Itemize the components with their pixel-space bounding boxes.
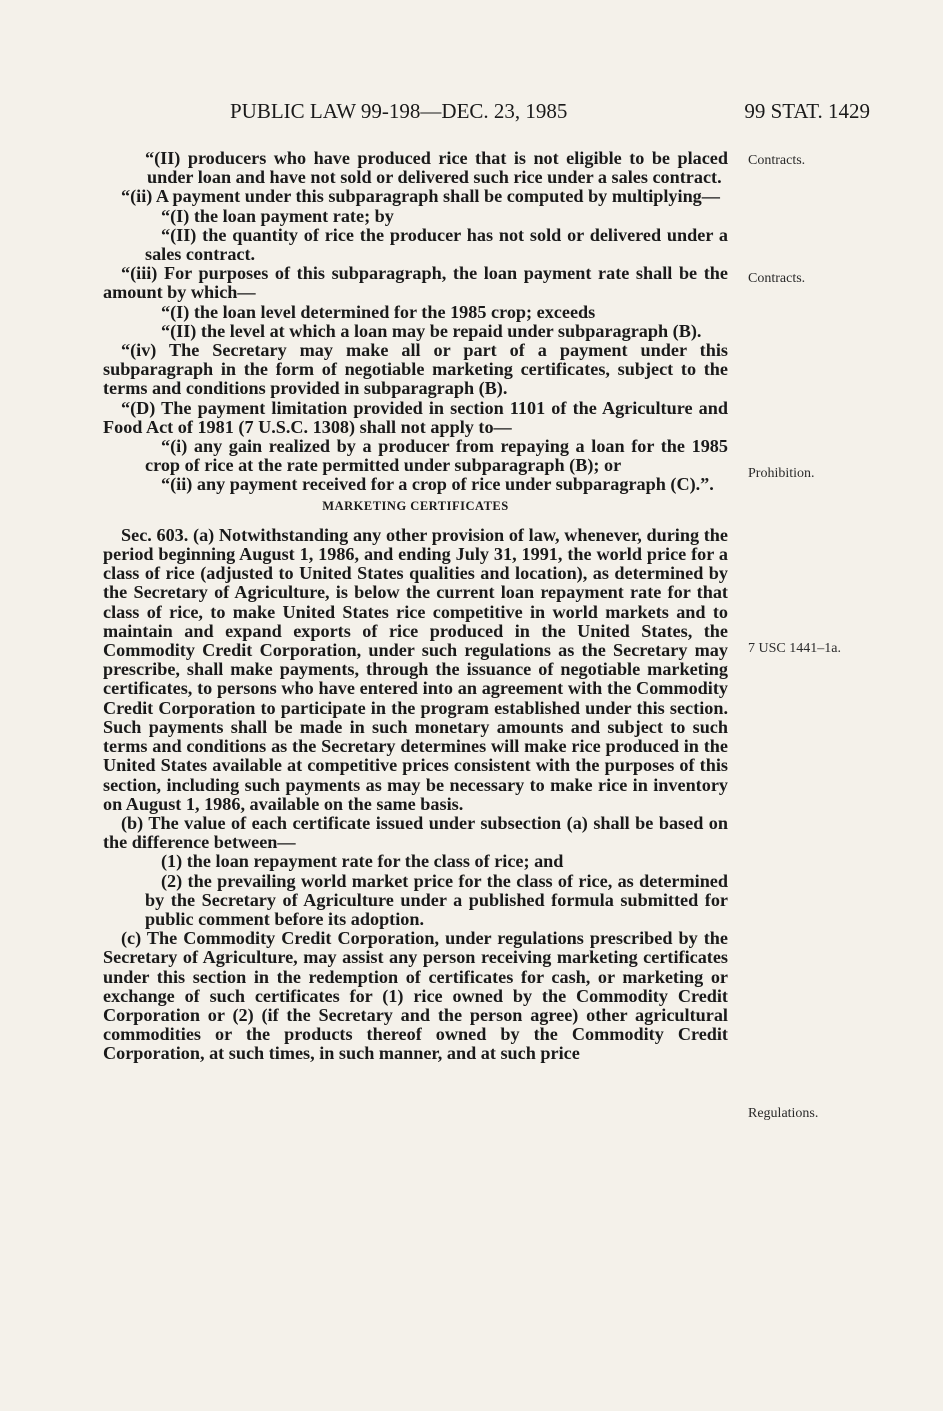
clause-paragraph: “(iv) The Secretary may make all or part of a payment under this subparagraph in the form of negotiable marketing certificates, subject to the terms and conditions provided in subparagraph (B). bbox=[103, 340, 728, 399]
section-paragraph: (b) The value of each certificate issued under subsection (a) shall be based on the difference between— bbox=[103, 812, 728, 853]
clause-paragraph: “(II) producers who have produced rice that is not eligible to be placed under loan and have not sold or delivered such rice under a sales contract. bbox=[145, 148, 728, 188]
clause-paragraph: “(D) The payment limitation provided in section 1101 of the Agriculture and Food Act of 1981 (7 U.S.C. 1308) shall not apply to— bbox=[103, 397, 728, 437]
section-paragraph: (1) the loan repayment rate for the class of rice; and bbox=[161, 851, 564, 872]
page-header bbox=[100, 99, 870, 125]
section-heading: MARKETING CERTIFICATES bbox=[322, 498, 509, 513]
clause-paragraph: “(I) the loan payment rate; by bbox=[161, 205, 394, 226]
margin-note: Regulations. bbox=[748, 1106, 819, 1121]
clause-paragraph: “(iii) For purposes of this subparagraph, the loan payment rate shall be the amount by which— bbox=[103, 263, 728, 303]
clause-paragraph: “(II) the level at which a loan may be repaid under subparagraph (B). bbox=[161, 320, 702, 341]
clause-paragraph: “(II) the quantity of rice the producer has not sold or delivered under a sales contract. bbox=[145, 224, 728, 265]
clause-paragraph: “(ii) A payment under this subparagraph shall be computed by multiplying— bbox=[121, 186, 720, 207]
clause-paragraph: “(ii) any payment received for a crop of rice under subparagraph (C).”. bbox=[161, 474, 714, 495]
margin-note: Prohibition. bbox=[748, 466, 815, 481]
header-title: PUBLIC LAW 99-198—DEC. 23, 1985 bbox=[230, 99, 568, 123]
margin-note: 7 USC 1441–1a. bbox=[748, 641, 841, 656]
section-paragraph: (c) The Commodity Credit Corporation, under regulations prescribed by the Secretary of Agriculture, may assist any person receiving marketing certificates under this section in the redemption of certificates for cash, or marketing or exchange of such certificates for (1) rice owned by the Commodity Credit Corporation or (2) (if the Secretary and the person agree) other agricultural commodities or the products thereof owned by the Commodity Credit Corporation, at such times, in such manner, and at such price bbox=[103, 928, 728, 1064]
margin-note: Contracts. bbox=[748, 153, 806, 168]
statute-body bbox=[103, 149, 728, 1064]
margin-note: Contracts. bbox=[748, 271, 806, 286]
header-stat-page: 99 STAT. 1429 bbox=[744, 99, 870, 123]
section-paragraph: Sec. 603. (a) Notwithstanding any other provision of law, whenever, during the period beginning August 1, 1986, and ending July 31, 1991, the world price for a class of rice (adjusted to United States qualities and location), as determined by the Secretary of Agriculture, is below the current loan repayment rate for that class of rice, to make United States rice competitive in world markets and to maintain and expand exports of rice produced in the United States, the Commodity Credit Corporation, under such regulations as the Secretary may prescribe, shall make payments, through the issuance of negotiable marketing certificates, to persons who have entered into an agreement with the Commodity Credit Corporation to participate in the program established under this section. Such payments shall be made in such monetary amounts and subject to such terms and conditions as the Secretary determines will make rice produced in the United States available at competitive prices consistent with the purposes of this section, including such payments as may be necessary to make rice in inventory on August 1, 1986, available on the same basis. bbox=[103, 524, 728, 814]
section-paragraph: (2) the prevailing world market price for the class of rice, as determined by the Secretary of Agriculture under a published formula submitted for public comment before its adoption. bbox=[145, 870, 728, 929]
clause-paragraph: “(I) the loan level determined for the 1985 crop; exceeds bbox=[161, 301, 596, 322]
clause-paragraph: “(i) any gain realized by a producer from repaying a loan for the 1985 crop of rice at the rate permitted under subparagraph (B); or bbox=[145, 436, 728, 476]
